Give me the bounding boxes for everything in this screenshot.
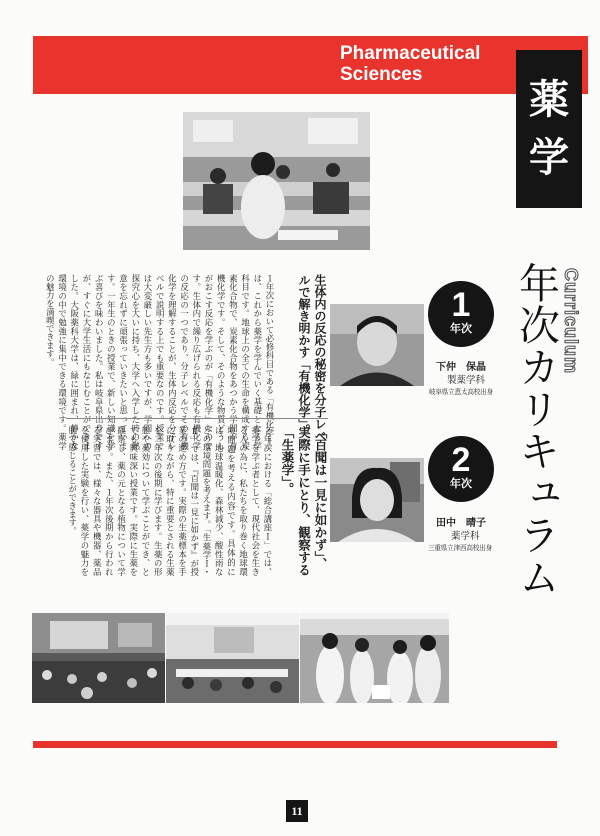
year1-high-school: 岐阜県立恵太高校出身 bbox=[429, 388, 493, 396]
seminar-room-photo bbox=[166, 613, 299, 703]
year1-number: 1 bbox=[451, 286, 471, 324]
year2-badge bbox=[428, 436, 494, 502]
year1-body-text: １年次において必修科目である「有機化学Ｉ」は、これから薬学を学んでいく基礎となる学科目です。地球上の全ての生命を構成する炭素化合物で、炭素化合物をあつかう学問が有機化学です。そして、そのような物質どうしがおこす反応を学ぶのが「有機化学」なのです。生体内で繰り広げられる反応も有機化学の反応の一つであり、分子レベルでその有機化学を理解することが、生体内反応を分子レベルで説明する上でも重要なのです。授業では大変厳しい先生方も多いですが、学問への探究心を大いに持ち、大学へ入学した時の熱意を忘れずに頑張っていきたいと思っています。一年生のときの授業で、新しい知識を学ぶ喜びを味わいました。私は岐阜県出身ですが、すぐに大学生活にもなじむことができました。大阪薬科大学は、緑に囲まれ、静かな環境の中で勉強に集中できる環境です。薬学の魅力を満喫できます。 bbox=[45, 274, 275, 450]
article-divider bbox=[66, 418, 328, 419]
kanji-gaku: 学 bbox=[529, 134, 569, 181]
year1-label: 年次 bbox=[450, 323, 472, 335]
bottom-red-rule bbox=[33, 741, 557, 748]
lecture-hall-photo bbox=[32, 613, 165, 703]
year1-portrait bbox=[330, 304, 424, 386]
year2-label: 年次 bbox=[450, 478, 472, 490]
year2-student-name: 田中 晴子 bbox=[436, 518, 486, 529]
classroom-photo bbox=[183, 112, 370, 250]
title-line-1: Pharmaceutical bbox=[340, 43, 481, 64]
kanji-yaku: 薬 bbox=[529, 76, 569, 123]
laboratory-photo bbox=[300, 613, 449, 703]
year2-heading: 「百聞は一見に如かず」、実際に手にとり、観察する「生薬学」。 bbox=[280, 426, 328, 576]
curriculum-english-label: Curriculum bbox=[561, 268, 581, 375]
year2-department: 薬学科 bbox=[451, 531, 480, 542]
section-title bbox=[340, 43, 520, 85]
yakugaku-title-box bbox=[516, 50, 582, 208]
year2-number: 2 bbox=[451, 441, 471, 479]
page-number: 11 bbox=[286, 800, 308, 822]
year2-portrait bbox=[330, 458, 424, 542]
title-line-2: Sciences bbox=[340, 64, 423, 85]
year2-body-text: ２年次における「総合講座Ｉ」では、薬学を学ぶ者として、現代社会を生きる人の為に、私たちを取り巻く地球環境問題を考える内容です。具体的には、地球温暖化、森林減少、酸性雨などの環境問題を考えます。「生薬学Ｉ・Ⅱ」では、『百聞は一見に如かず』が授業の進め方です。実際の生薬標本を手に取りながら、特に重要とされる生薬を二年次の後期に学びます。生薬の形態や薬効について学ぶことができ、とても興味深い授業です。実際に生薬を観察し、薬の元となる植物について学びます。また、１年次後期から行われる実習では、様々な器具や機器、薬品を使用した実験を行い、薬学の魅力を肌で感じることができます。 bbox=[67, 426, 273, 576]
year2-high-school: 三重県立津西高校出身 bbox=[428, 544, 492, 552]
year1-student-name: 下仲 保晶 bbox=[436, 362, 486, 373]
year1-badge bbox=[428, 281, 494, 347]
curriculum-japanese-title: 年次カリキュラム bbox=[512, 262, 560, 598]
year1-department: 製薬学科 bbox=[447, 375, 486, 386]
year1-heading: 生体内の反応の秘密を分子レベルで解き明かす「有機化学」。 bbox=[297, 274, 327, 442]
